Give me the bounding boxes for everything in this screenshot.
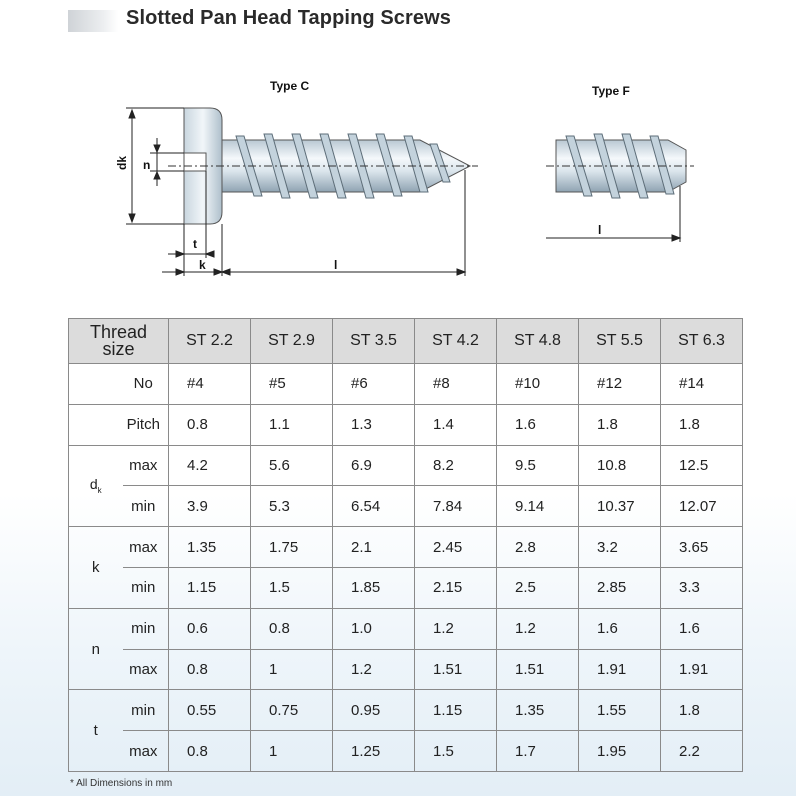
table-cell: 2.45 bbox=[433, 538, 463, 556]
table-row-no bbox=[69, 364, 743, 405]
param-t-label: t bbox=[69, 690, 123, 772]
row-label: max bbox=[123, 445, 169, 486]
table-cell: 0.8 bbox=[187, 742, 208, 760]
param-n-label: n bbox=[69, 608, 123, 690]
dimension-table bbox=[68, 318, 743, 772]
row-label: min bbox=[123, 567, 169, 608]
size-header: ST 6.3 bbox=[661, 319, 743, 364]
table-cell: 1.6 bbox=[515, 416, 536, 434]
table-row-dk-min bbox=[69, 486, 743, 527]
table-row-t-min bbox=[69, 690, 743, 731]
table-cell: 1.15 bbox=[187, 579, 217, 597]
table-cell: 1 bbox=[269, 742, 278, 760]
table-cell: 8.2 bbox=[433, 456, 454, 474]
table-row-n-min bbox=[69, 608, 743, 649]
table-cell: #12 bbox=[597, 375, 623, 393]
table-cell: 6.54 bbox=[351, 497, 381, 515]
table-cell: 4.2 bbox=[187, 456, 208, 474]
table-cell: 1.8 bbox=[679, 416, 700, 434]
size-header: ST 2.2 bbox=[169, 319, 251, 364]
table-row-n-max bbox=[69, 649, 743, 690]
table-cell: 1.35 bbox=[515, 701, 545, 719]
table-cell: 1.5 bbox=[433, 742, 454, 760]
row-label: max bbox=[123, 649, 169, 690]
table-cell: 5.6 bbox=[269, 456, 290, 474]
param-k-label: k bbox=[69, 527, 123, 609]
table-cell: #8 bbox=[433, 375, 450, 393]
table-cell: 1.4 bbox=[433, 416, 454, 434]
table-cell: 1.35 bbox=[187, 538, 217, 556]
table-cell: 2.2 bbox=[679, 742, 700, 760]
table-cell: 1.25 bbox=[351, 742, 381, 760]
dim-k-label: k bbox=[199, 258, 206, 272]
table-cell: 1.0 bbox=[351, 620, 372, 638]
table-cell: 2.5 bbox=[515, 579, 536, 597]
table-cell: 1.51 bbox=[515, 660, 545, 678]
table-cell: 3.9 bbox=[187, 497, 208, 515]
table-cell: 1 bbox=[269, 660, 278, 678]
row-label: No bbox=[123, 364, 169, 405]
table-cell: 1.15 bbox=[433, 701, 463, 719]
table-cell: 0.6 bbox=[187, 620, 208, 638]
table-cell: 3.2 bbox=[597, 538, 618, 556]
size-header: ST 2.9 bbox=[251, 319, 333, 364]
thread-size-header bbox=[69, 319, 169, 364]
table-cell: 1.8 bbox=[597, 416, 618, 434]
table-cell: #6 bbox=[351, 375, 368, 393]
size-header: ST 4.8 bbox=[497, 319, 579, 364]
row-label: min bbox=[123, 486, 169, 527]
table-cell: 1.6 bbox=[679, 620, 700, 638]
table-cell: #10 bbox=[515, 375, 541, 393]
table-cell: #4 bbox=[187, 375, 204, 393]
row-label: min bbox=[123, 690, 169, 731]
table-cell: 2.15 bbox=[433, 579, 463, 597]
dim-l-type-f-label: l bbox=[598, 223, 602, 237]
table-cell: 5.3 bbox=[269, 497, 290, 515]
table-cell: 1.8 bbox=[679, 701, 700, 719]
table-cell: 1.2 bbox=[433, 620, 454, 638]
table-cell: 1.55 bbox=[597, 701, 627, 719]
table-row-k-min bbox=[69, 567, 743, 608]
table-row-pitch bbox=[69, 404, 743, 445]
type-f-screw bbox=[546, 134, 694, 198]
param-dk-label: $d_k$ bbox=[69, 445, 123, 527]
table-cell: 1.91 bbox=[679, 660, 709, 678]
table-cell: #5 bbox=[269, 375, 286, 393]
type-f-label: Type F bbox=[592, 84, 630, 98]
table-cell: 0.75 bbox=[269, 701, 299, 719]
dim-n-label: n bbox=[143, 158, 151, 172]
table-cell: 1.91 bbox=[597, 660, 627, 678]
table-cell: 0.95 bbox=[351, 701, 381, 719]
table-header-row bbox=[69, 319, 743, 364]
table-cell: 1.51 bbox=[433, 660, 463, 678]
table-cell: 1.85 bbox=[351, 579, 381, 597]
table-cell: 2.8 bbox=[515, 538, 536, 556]
table-cell: 1.75 bbox=[269, 538, 299, 556]
row-label: Pitch bbox=[123, 404, 169, 445]
table-cell: 1.6 bbox=[597, 620, 618, 638]
table-row-dk-max bbox=[69, 445, 743, 486]
table-cell: 9.5 bbox=[515, 456, 536, 474]
table-cell: 0.55 bbox=[187, 701, 217, 719]
table-cell: 9.14 bbox=[515, 497, 545, 515]
corner-line-2: size bbox=[102, 339, 135, 359]
dim-dk-label: dk bbox=[115, 155, 129, 170]
table-cell: 0.8 bbox=[187, 660, 208, 678]
page-title: Slotted Pan Head Tapping Screws bbox=[126, 7, 452, 29]
table-cell: 0.8 bbox=[187, 416, 208, 434]
table-cell: #14 bbox=[679, 375, 705, 393]
table-row-k-max bbox=[69, 527, 743, 568]
type-c-label: Type C bbox=[270, 79, 310, 93]
footnote: * All Dimensions in mm bbox=[70, 778, 173, 789]
table-row-t-max bbox=[69, 731, 743, 772]
screw-technical-drawing bbox=[0, 0, 796, 300]
row-label: max bbox=[123, 731, 169, 772]
table-cell: 1.95 bbox=[597, 742, 627, 760]
size-header: ST 3.5 bbox=[333, 319, 415, 364]
row-label: max bbox=[123, 527, 169, 568]
table-cell: 6.9 bbox=[351, 456, 372, 474]
table-cell: 10.37 bbox=[597, 497, 635, 515]
table-cell: 3.65 bbox=[679, 538, 709, 556]
table-cell: 10.8 bbox=[597, 456, 627, 474]
table-cell: 7.84 bbox=[433, 497, 463, 515]
size-header: ST 5.5 bbox=[579, 319, 661, 364]
dim-t-label: t bbox=[193, 237, 197, 251]
table-cell: 1.3 bbox=[351, 416, 372, 434]
table-cell: 1.2 bbox=[515, 620, 536, 638]
table-cell: 3.3 bbox=[679, 579, 700, 597]
table-cell: 1.1 bbox=[269, 416, 290, 434]
table-cell: 2.85 bbox=[597, 579, 627, 597]
table-cell: 1.5 bbox=[269, 579, 290, 597]
row-label: min bbox=[123, 608, 169, 649]
size-header: ST 4.2 bbox=[415, 319, 497, 364]
table-cell: 12.5 bbox=[679, 456, 709, 474]
dim-l-label: l bbox=[334, 258, 338, 272]
table-cell: 1.7 bbox=[515, 742, 536, 760]
corner-line-1: Thread bbox=[89, 322, 148, 342]
table-cell: 12.07 bbox=[679, 497, 717, 515]
table-cell: 0.8 bbox=[269, 620, 290, 638]
type-c-screw bbox=[168, 108, 478, 224]
table-cell: 2.1 bbox=[351, 538, 372, 556]
table-cell: 1.2 bbox=[351, 660, 372, 678]
